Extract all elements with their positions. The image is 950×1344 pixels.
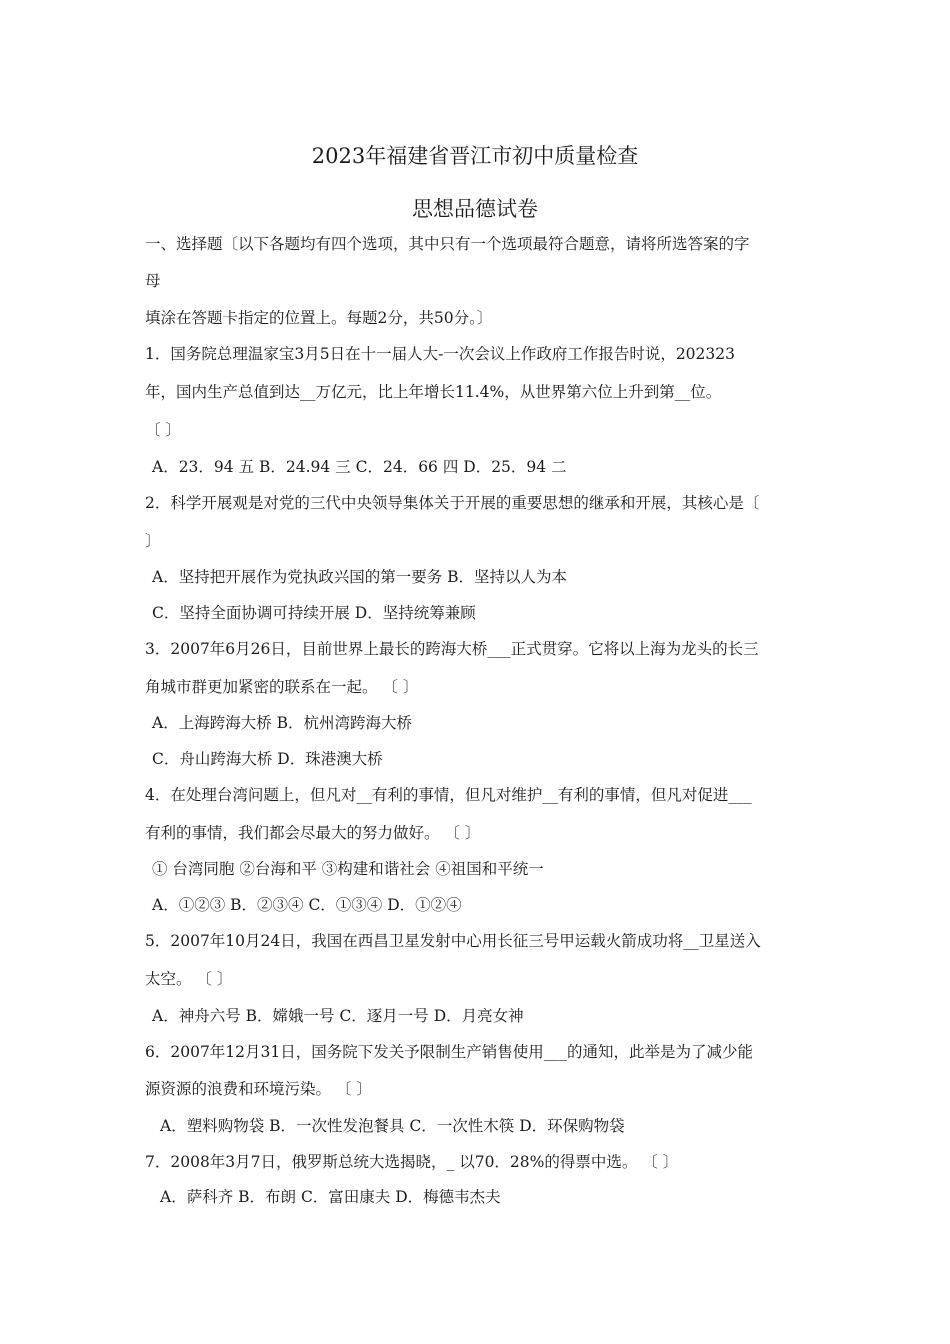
question-4-options: A．①②③ B．②③④ C．①③④ D．①②④ bbox=[152, 896, 462, 914]
question-7: 7．2008年3月7日，俄罗斯总统大选揭晓，_ 以70．28%的得票中选。 〔 〕 bbox=[145, 1153, 679, 1171]
page-title: 2023年福建省晋江市初中质量检查 bbox=[311, 144, 639, 168]
question-3: 3．2007年6月26日，目前世界上最长的跨海大桥___正式贯穿。它将以上海为龙头的长三 bbox=[145, 640, 759, 658]
question-6: 6．2007年12月31日，国务院下发关予限制生产销售使用___的通知，此举是为了减少能 bbox=[145, 1043, 754, 1061]
question-2: 2．科学开展观是对党的三代中央领导集体关于开展的重要思想的继承和开展，其核心是〔 bbox=[145, 494, 760, 512]
section-header-cont: 填涂在答题卡指定的位置上。每题2分，共50分。〕 bbox=[145, 309, 493, 327]
question-7-options: A．萨科齐 B．布朗 C．富田康夫 D．梅德韦杰夫 bbox=[160, 1188, 501, 1206]
question-6-options: A．塑料购物袋 B．一次性发泡餐具 C．一次性木筷 D．环保购物袋 bbox=[160, 1117, 625, 1135]
question-6-cont: 源资源的浪费和环境污染。 〔 〕 bbox=[145, 1080, 372, 1098]
question-4-cont: 有利的事情，我们都会尽最大的努力做好。 〔 〕 bbox=[145, 824, 481, 842]
question-3-options: C．舟山跨海大桥 D．珠港澳大桥 bbox=[152, 750, 383, 768]
page-subtitle: 思想品德试卷 bbox=[412, 197, 538, 221]
question-1: 1．国务院总理温家宝3月5日在十一届人大-一次会议上作政府工作报告时说，202323 bbox=[145, 345, 735, 363]
question-3-options: A．上海跨海大桥 B．杭州湾跨海大桥 bbox=[152, 714, 413, 732]
question-1-paren: 〔 〕 bbox=[145, 421, 181, 439]
question-2-options: C．坚持全面协调可持续开展 D．坚持统筹兼顾 bbox=[152, 604, 476, 622]
question-2-cont: 〕 bbox=[145, 532, 161, 550]
question-1-cont: 年，国内生产总值到达__万亿元，比上年增长11.4%，从世界第六位上升到第__位。 bbox=[145, 383, 722, 401]
section-header: 一、选择题〔以下各题均有四个选项，其中只有一个选项最符合题意，请将所选答案的字 bbox=[145, 235, 750, 253]
question-5-options: A．神舟六号 B．嫦娥一号 C．逐月一号 D．月亮女神 bbox=[152, 1007, 524, 1025]
question-5: 5．2007年10月24日，我国在西昌卫星发射中心用长征三号甲运载火箭成功将__卫星送入 bbox=[145, 932, 761, 950]
question-2-options: A．坚持把开展作为党执政兴国的第一要务 B．坚持以人为本 bbox=[152, 568, 568, 586]
question-4: 4．在处理台湾问题上，但凡对__有利的事情，但凡对维护__有利的事情，但凡对促进___ bbox=[145, 786, 752, 804]
question-5-cont: 太空。 〔 〕 bbox=[145, 970, 233, 988]
question-3-cont: 角城市群更加紧密的联系在一起。 〔 〕 bbox=[145, 678, 419, 696]
question-1-options: A．23．94 五 B．24.94 三 C．24．66 四 D．25．94 二 bbox=[152, 458, 567, 476]
section-header-cont: 母 bbox=[145, 272, 161, 290]
question-4-items: ① 台湾同胞 ②台海和平 ③构建和谐社会 ④祖国和平统一 bbox=[152, 860, 544, 878]
